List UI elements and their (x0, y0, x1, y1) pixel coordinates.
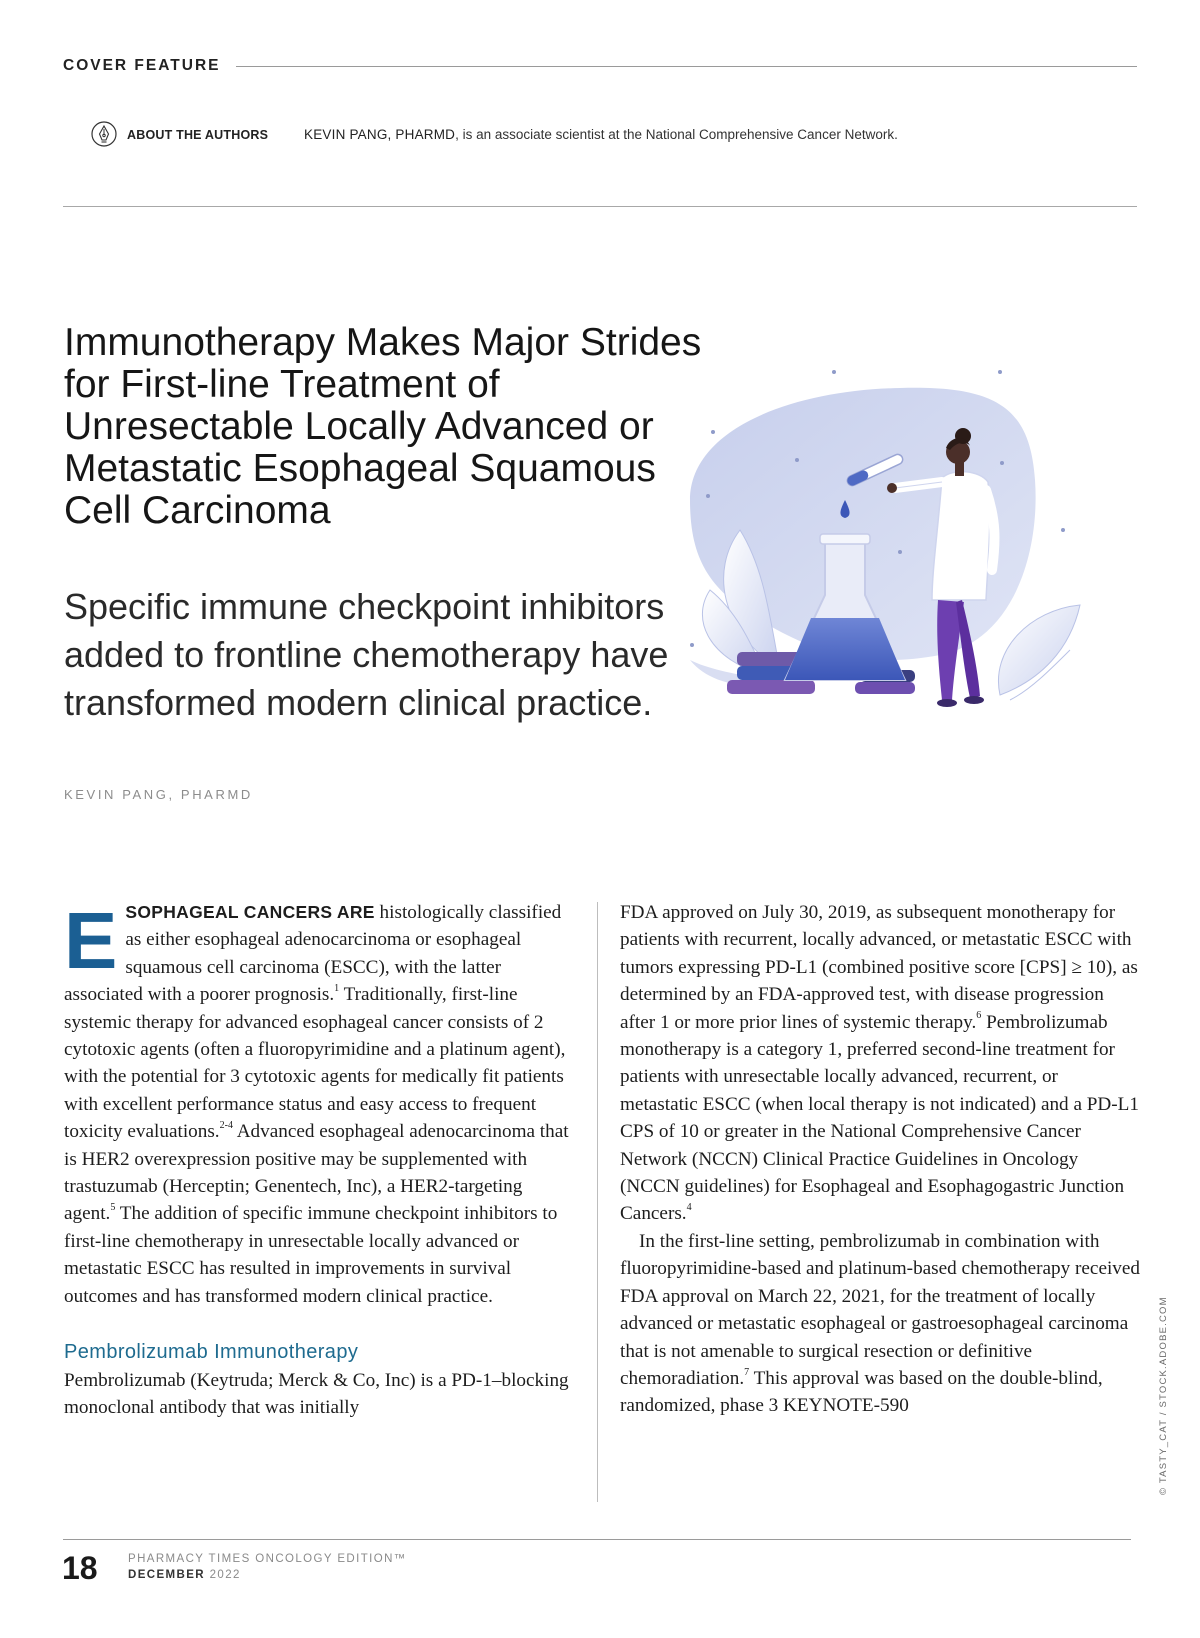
scientist-flask-illustration (670, 370, 1130, 745)
column-divider (597, 902, 598, 1502)
body-text: The addition of specific immune checkpoint inhibitors to first-line chemotherapy in unresectable locally advanced or metastatic ESCC has resulted in improvements in survival outcomes and has transformed modern clinical practice. (64, 1203, 558, 1307)
lead-in: SOPHAGEAL CANCERS ARE (125, 902, 375, 922)
footer-rule (63, 1539, 1131, 1540)
publication-date (128, 1569, 241, 1581)
body-paragraph (620, 1228, 1140, 1420)
body-text: Traditionally, first-line systemic therapy for advanced esophageal cancer consists of 2 cytotoxic agents (often a fluoropyrimidine and a platinum agent), with the potential for 3 cytotoxic agents for medically fit patients with excellent performance status and easy access to frequent toxicity evaluations. (64, 984, 566, 1143)
author-bio (304, 127, 898, 142)
footnote-ref: 5 (110, 1202, 116, 1214)
body-paragraph (64, 896, 576, 1310)
body-text: Pembrolizumab monotherapy is a category 1, preferred second-line treatment for patients with unresectable locally advanced, recurrent, or metastatic ESCC (when local therapy is not indicated) and a PD-L1 CPS of 10 or greater in the National Comprehensive Cancer Network (NCCN) Clinical Practice Guidelines in Oncology (NCCN guidelines) for Esophageal and Esophagogastric Junction Cancers. (620, 1011, 1139, 1225)
body-column-right (620, 899, 1140, 1420)
section-subhead: Pembrolizumab Immunotherapy (64, 1341, 359, 1364)
footnote-ref: 1 (334, 982, 340, 994)
publication-month: DECEMBER (128, 1569, 206, 1581)
body-text: histologically classified as either esophageal adenocarcinoma or esophageal squamous cell carcinoma (ESCC), with the latter associated with a poorer prognosis. (64, 902, 562, 1006)
body-text: Advanced esophageal adenocarcinoma that is HER2 overexpression positive may be supplemented with trastuzumab (Herceptin; Genentech, Inc), a HER2-targeting agent. (64, 1121, 569, 1225)
body-text: In the first-line setting, pembrolizumab in combination with fluoropyrimidine-based and platinum-based chemotherapy received FDA approval on March 22, 2021, for the treatment of locally advanced or metastatic esophageal or gastroesophageal carcinoma that is not amenable to surgical resection or definitive chemoradiation. (620, 1230, 1141, 1389)
publication-year: 2022 (205, 1569, 241, 1581)
footnote-ref: 7 (744, 1366, 750, 1378)
drop-cap: E (64, 896, 118, 985)
article-title: Immunotherapy Makes Major Strides for First-line Treatment of Unresectable Locally Advanced or Metastatic Esophageal Squamous Cell Carcinoma (64, 321, 702, 532)
about-authors-label: ABOUT THE AUTHORS (127, 128, 269, 142)
body-column-left (64, 896, 576, 1421)
page-number: 18 (62, 1550, 98, 1586)
footnote-ref: 2-4 (219, 1119, 233, 1131)
header-divider (63, 206, 1137, 207)
body-paragraph (620, 899, 1140, 1228)
article-subtitle: Specific immune checkpoint inhibitors added to frontline chemotherapy have transformed modern clinical practice. (64, 586, 669, 723)
pen-nib-icon (91, 121, 117, 147)
section-label: COVER FEATURE (63, 57, 221, 74)
footnote-ref: 6 (976, 1010, 982, 1022)
footnote-ref: 4 (686, 1202, 692, 1214)
body-text: This approval was based on the double-blind, randomized, phase 3 KEYNOTE-590 (620, 1367, 1103, 1417)
publication-name: PHARMACY TIMES ONCOLOGY EDITION™ (128, 1553, 407, 1565)
body-text: FDA approved on July 30, 2019, as subsequent monotherapy for patients with recurrent, locally advanced, or metastatic ESCC with tumors expressing PD-L1 (combined positive score [CPS] ≥ 10), as determined by an FDA-approved test, with disease progression after 1 or more prior lines of systemic therapy. (620, 902, 1138, 1033)
body-paragraph: Pembrolizumab (Keytruda; Merck & Co, Inc) is a PD-1–blocking monoclonal antibody that was initially (64, 1369, 569, 1418)
author-bio-text: , is an associate scientist at the National Comprehensive Cancer Network. (455, 127, 898, 142)
article-byline: KEVIN PANG, PHARMD (64, 787, 253, 802)
author-bio-name: KEVIN PANG, PHARMD (304, 127, 456, 142)
section-rule (236, 66, 1137, 67)
image-credit: © TASTY_CAT / STOCK.ADOBE.COM (1158, 1296, 1169, 1495)
